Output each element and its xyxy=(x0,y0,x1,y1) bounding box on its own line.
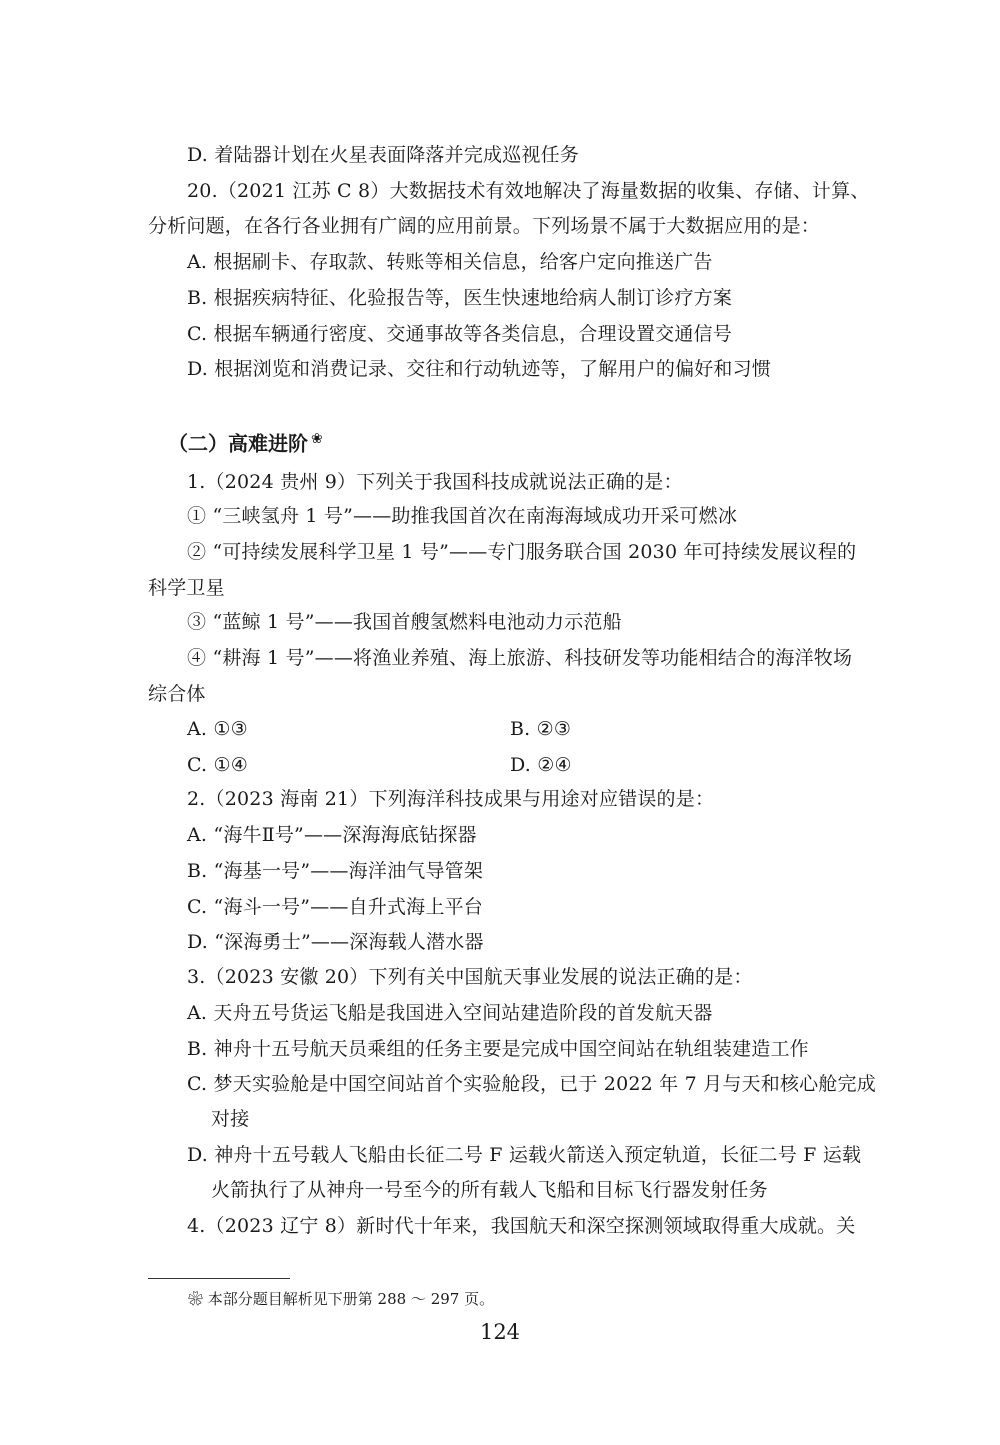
q3-stem: 3.（2023 安徽 20）下列有关中国航天事业发展的说法正确的是： xyxy=(187,966,753,988)
q1-option-a: A. ①③ xyxy=(187,718,248,740)
q1-option-b: B. ②③ xyxy=(510,718,572,740)
q1-item-2-cont: 科学卫星 xyxy=(148,577,225,599)
page-number: 124 xyxy=(479,1320,521,1344)
q4-stem: 4.（2023 辽宁 8）新时代十年来，我国航天和深空探测领域取得重大成就。关 xyxy=(187,1215,856,1237)
q1-item-2: ② “可持续发展科学卫星 1 号”——专门服务联合国 2030 年可持续发展议程的 xyxy=(187,541,857,563)
q1-item-4: ④ “耕海 1 号”——将渔业养殖、海上旅游、科技研发等功能相结合的海洋牧场 xyxy=(187,647,853,669)
q1-stem: 1.（2024 贵州 9）下列关于我国科技成就说法正确的是： xyxy=(187,471,683,493)
q2-option-c: C. “海斗一号”——自升式海上平台 xyxy=(187,896,483,918)
q20-option-c: C. 根据车辆通行密度、交通事故等各类信息，合理设置交通信号 xyxy=(187,323,732,345)
q1-item-4-cont: 综合体 xyxy=(148,683,206,705)
q1-item-1: ① “三峡氢舟 1 号”——助推我国首次在南海海域成功开采可燃冰 xyxy=(187,505,738,527)
q1-item-3: ③ “蓝鲸 1 号”——我国首艘氢燃料电池动力示范船 xyxy=(187,611,622,633)
q2-option-a: A. “海牛Ⅱ号”——深海海底钻探器 xyxy=(187,824,477,846)
q3-option-d-cont: 火箭执行了从神舟一号至今的所有载人飞船和目标飞行器发射任务 xyxy=(211,1179,768,1201)
section-heading xyxy=(168,425,323,458)
q2-stem: 2.（2023 海南 21）下列海洋科技成果与用途对应错误的是： xyxy=(187,788,715,810)
footnote: ❀ 本部分题目解析见下册第 288 ～ 297 页。 xyxy=(188,1290,495,1308)
q20-option-d: D. 根据浏览和消费记录、交往和行动轨迹等，了解用户的偏好和习惯 xyxy=(187,358,772,380)
q19-option-d: D. 着陆器计划在火星表面降落并完成巡视任务 xyxy=(187,144,580,166)
footnote-divider xyxy=(148,1278,290,1279)
q20-stem-cont: 分析问题，在各行各业拥有广阔的应用前景。下列场景不属于大数据应用的是： xyxy=(148,215,821,237)
q3-option-c: C. 梦天实验舱是中国空间站首个实验舱段，已于 2022 年 7 月与天和核心舱完成 xyxy=(187,1073,876,1095)
q1-option-c: C. ①④ xyxy=(187,754,249,776)
q3-option-d: D. 神舟十五号载人飞船由长征二号 F 运载火箭送入预定轨道，长征二号 F 运载 xyxy=(187,1144,862,1166)
q20-option-a: A. 根据刷卡、存取款、转账等相关信息，给客户定向推送广告 xyxy=(187,251,713,273)
section-title: （二）高难进阶 xyxy=(168,431,308,456)
q1-option-d: D. ②④ xyxy=(510,754,572,776)
q20-stem: 20.（2021 江苏 C 8）大数据技术有效地解决了海量数据的收集、存储、计算、 xyxy=(187,180,870,202)
q3-option-a: A. 天舟五号货运飞船是我国进入空间站建造阶段的首发航天器 xyxy=(187,1002,713,1024)
q20-option-b: B. 根据疾病特征、化验报告等，医生快速地给病人制订诊疗方案 xyxy=(187,287,733,309)
q3-option-c-cont: 对接 xyxy=(211,1108,250,1130)
q3-option-b: B. 神舟十五号航天员乘组的任务主要是完成中国空间站在轨组装建造工作 xyxy=(187,1038,809,1060)
flower-mark-icon: ❀ xyxy=(311,431,323,447)
q2-option-b: B. “海基一号”——海洋油气导管架 xyxy=(187,860,484,882)
q2-option-d: D. “深海勇士”——深海载人潜水器 xyxy=(187,931,484,953)
